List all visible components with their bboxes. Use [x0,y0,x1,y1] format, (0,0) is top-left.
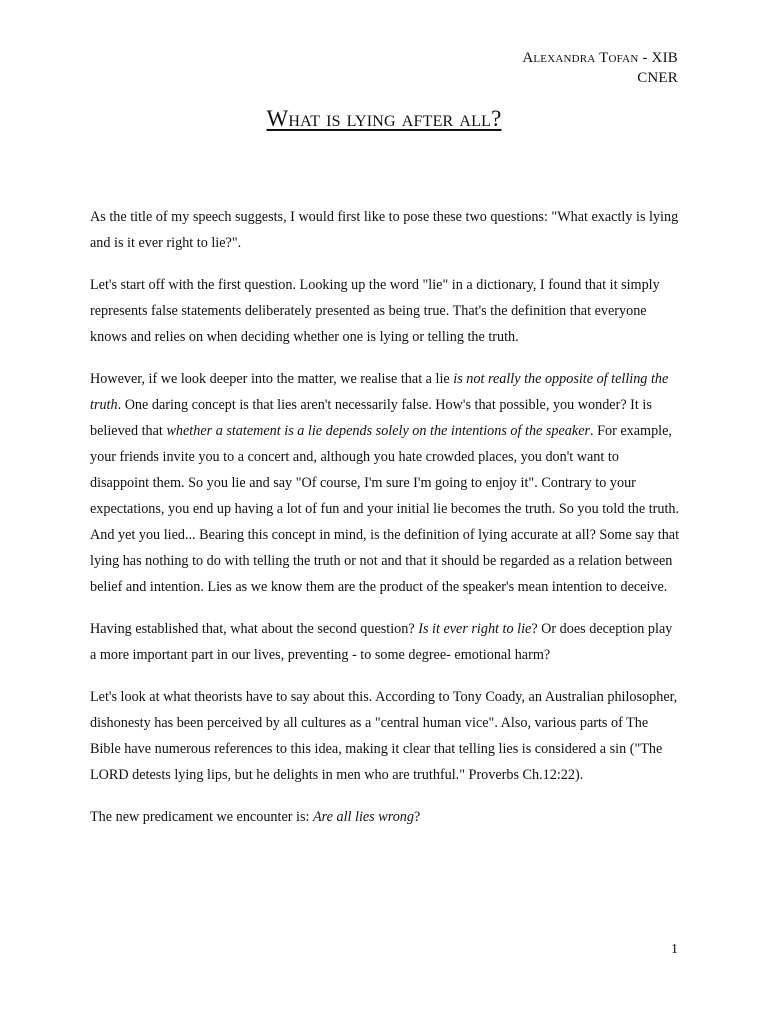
paragraph-3-text-a: However, if we look deeper into the matter, we realise that a lie [90,371,454,387]
paragraph-3 [90,366,680,600]
paragraph-6-text-c: ? [414,809,421,825]
paragraph-6 [90,804,680,830]
paragraph-3-text-e: . For example, your friends invite you to a concert and, although you hate crowded places, you don't want to disappoint them. So you lie and say "Of course, I'm sure I'm going to enjoy it". Contrary to your expectations, you end up having a lot of fun and your initial lie becomes the truth. So you told the truth. And yet you lied... Bearing this concept in mind, is the definition of lying accurate at all? Some say that lying has nothing to do with telling the truth or not and that it should be regarded as a relation between belief and intention. Lies as we know them are the product of the speaker's mean intention to deceive. [90,423,680,595]
paragraph-6-text-a: The new predicament we encounter is: [90,809,313,825]
body-text [90,204,680,846]
paragraph-4 [90,616,680,668]
paragraph-3-italic-d: whether a statement is a lie depends solely on the intentions of the speaker [166,423,591,439]
paragraph-5: Let's look at what theorists have to say about this. According to Tony Coady, an Australian philosopher, dishonesty has been perceived by all cultures as a "central human vice". Also, various parts of The Bible have numerous references to this idea, making it clear that telling lies is considered a sin ("The LORD detests lying lips, but he delights in men who are truthful." Proverbs Ch.12:22). [90,689,678,783]
author-line: Alexandra Tofan - XIB [522,50,678,66]
paragraph-4-text-a: Having established that, what about the second question? [90,621,419,637]
page-number: 1 [671,942,678,957]
paragraph-4-text-c: ? Or does deception play a more important part in our lives, preventing - to some degree- emotional harm? [90,621,673,663]
header-block [522,48,678,88]
paragraph-6-italic-b: Are all lies wrong [312,809,414,825]
paragraph-3-italic-b: is not really the opposite of telling the truth [90,371,669,413]
page-title: What is lying after all? [266,106,502,131]
paragraph-3-text-c: . One daring concept is that lies aren't necessarily false. How's that possible, you wonder? It is believed that [90,397,652,439]
school-line: CNER [637,70,678,86]
paragraph-2: Let's start off with the first question. Looking up the word "lie" in a dictionary, I found that it simply represents false statements deliberately presented as being true. That's the definition that everyone knows and relies on when deciding whether one is lying or telling the truth. [90,277,660,345]
paragraph-1: As the title of my speech suggests, I would first like to pose these two questions: "What exactly is lying and is it ever right to lie?". [90,209,679,251]
paragraph-4-italic-b: Is it ever right to lie [418,621,532,637]
